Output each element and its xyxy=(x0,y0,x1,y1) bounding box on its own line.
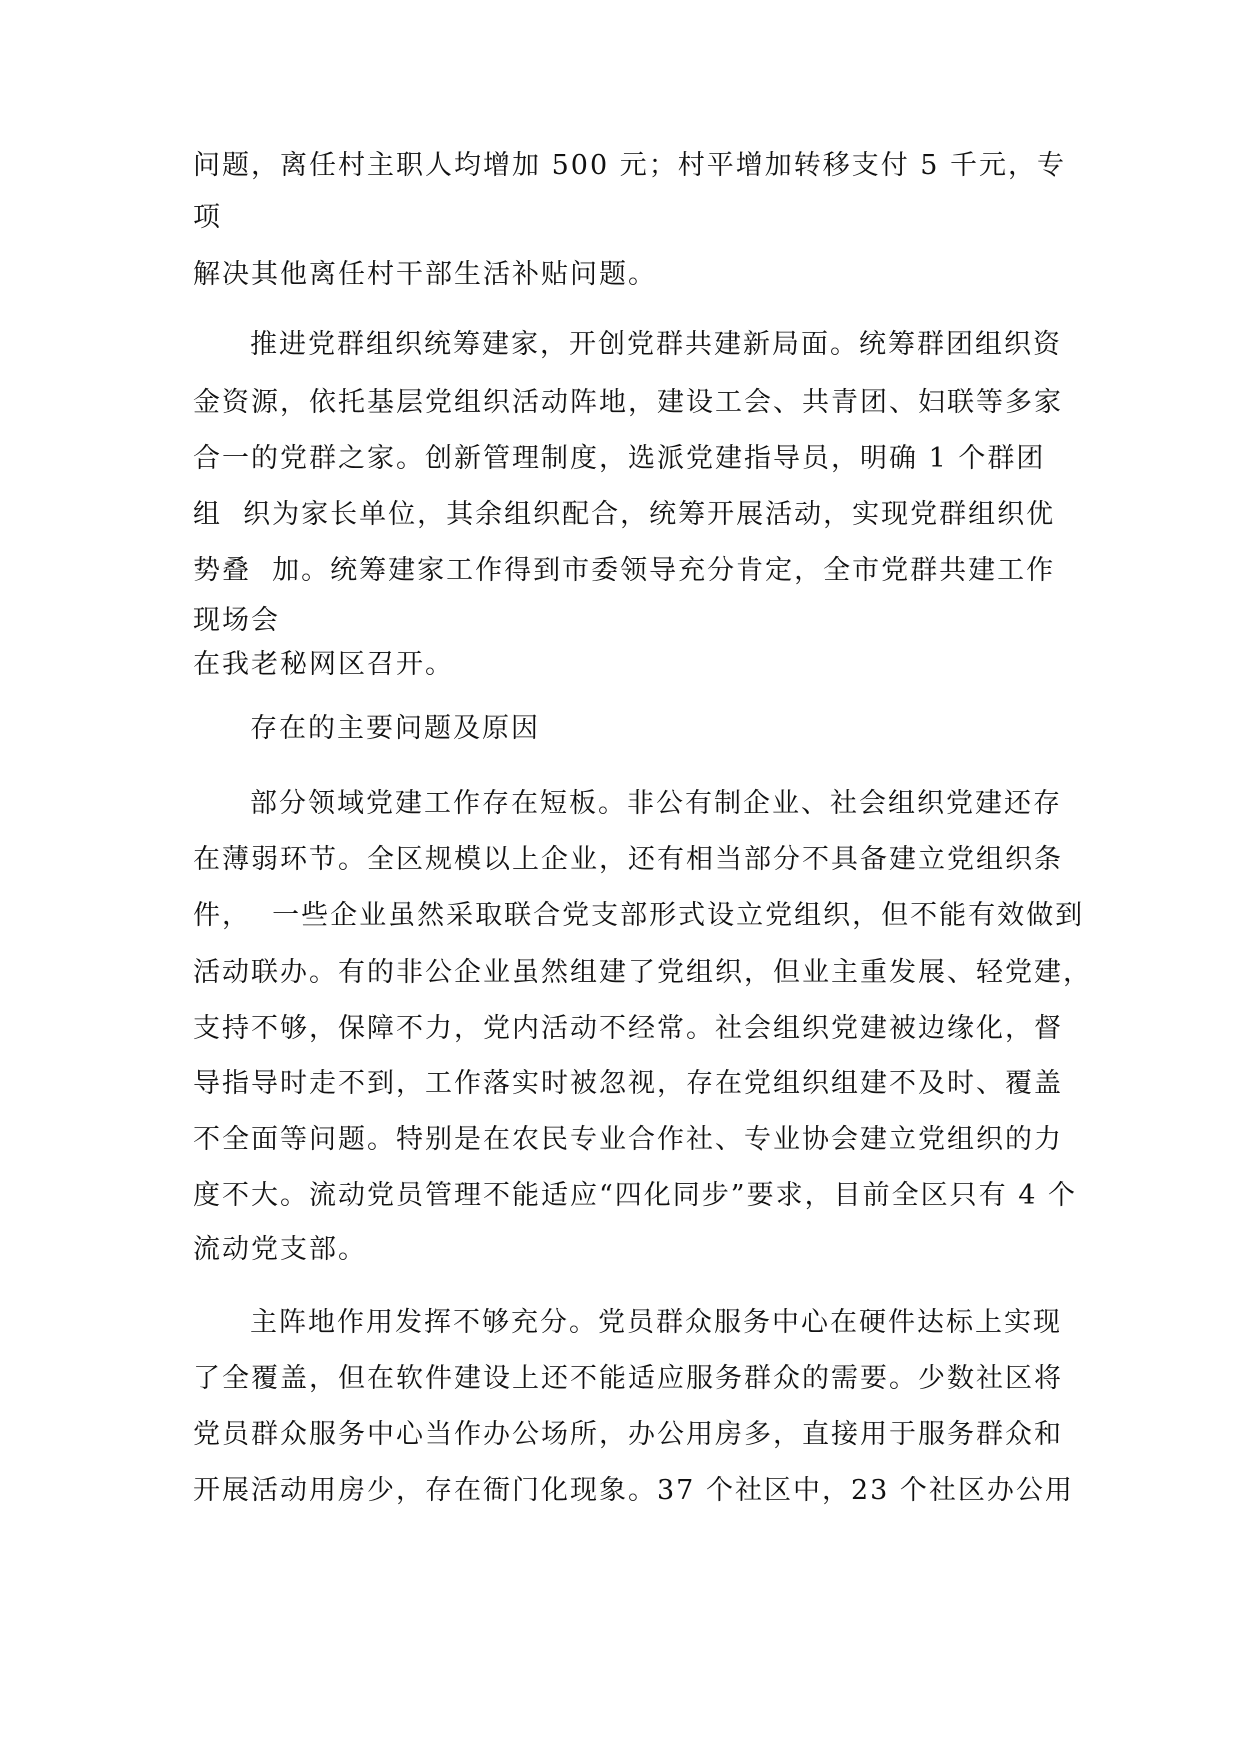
text-line: 问题，离任村主职人均增加 500 元；村平增加转移支付 5 千元，专 xyxy=(193,150,1067,181)
text-line: 件， 一些企业虽然采取联合党支部形式设立党组织，但不能有效做到 xyxy=(193,900,1085,931)
text-line: 解决其他离任村干部生活补贴问题。 xyxy=(193,259,657,290)
text-line: 支持不够，保障不力，党内活动不经常。社会组织党建被边缘化，督 xyxy=(193,1013,1063,1044)
text-line: 金资源，依托基层党组织活动阵地，建设工会、共青团、妇联等多家 xyxy=(193,387,1063,418)
text-line: 项 xyxy=(193,202,222,233)
text-line: 党员群众服务中心当作办公场所，办公用房多，直接用于服务群众和 xyxy=(193,1419,1063,1450)
text-line: 现场会 xyxy=(193,605,280,636)
text-line: 在薄弱环节。全区规模以上企业，还有相当部分不具备建立党组织条 xyxy=(193,844,1063,875)
text-line: 活动联办。有的非公企业虽然组建了党组织，但业主重发展、轻党建， xyxy=(193,957,1092,988)
text-line: 组 织为家长单位，其余组织配合，统筹开展活动，实现党群组织优 xyxy=(193,499,1056,530)
text-line: 了全覆盖，但在软件建设上还不能适应服务群众的需要。少数社区将 xyxy=(193,1363,1063,1394)
text-line: 开展活动用房少，存在衙门化现象。37 个社区中，23 个社区办公用 xyxy=(193,1475,1074,1506)
paragraph-start-line: 推进党群组织统筹建家，开创党群共建新局面。统筹群团组织资 xyxy=(250,329,1062,360)
text-line: 在我老秘网区召开。 xyxy=(193,649,454,680)
text-line: 不全面等问题。特别是在农民专业合作社、专业协会建立党组织的力 xyxy=(193,1124,1063,1155)
text-line: 度不大。流动党员管理不能适应“四化同步”要求，目前全区只有 4 个 xyxy=(193,1180,1077,1211)
text-line: 合一的党群之家。创新管理制度，选派党建指导员，明确 1 个群团 xyxy=(193,443,1046,474)
text-line: 流动党支部。 xyxy=(193,1234,367,1265)
paragraph-start-line: 部分领域党建工作存在短板。非公有制企业、社会组织党建还存 xyxy=(250,788,1062,819)
text-line: 势叠 加。统筹建家工作得到市委领导充分肯定，全市党群共建工作 xyxy=(193,555,1056,586)
paragraph-start-line: 主阵地作用发挥不够充分。党员群众服务中心在硬件达标上实现 xyxy=(250,1307,1062,1338)
text-line: 导指导时走不到，工作落实时被忽视，存在党组织组建不及时、覆盖 xyxy=(193,1068,1063,1099)
section-heading: 存在的主要问题及原因 xyxy=(250,713,540,744)
